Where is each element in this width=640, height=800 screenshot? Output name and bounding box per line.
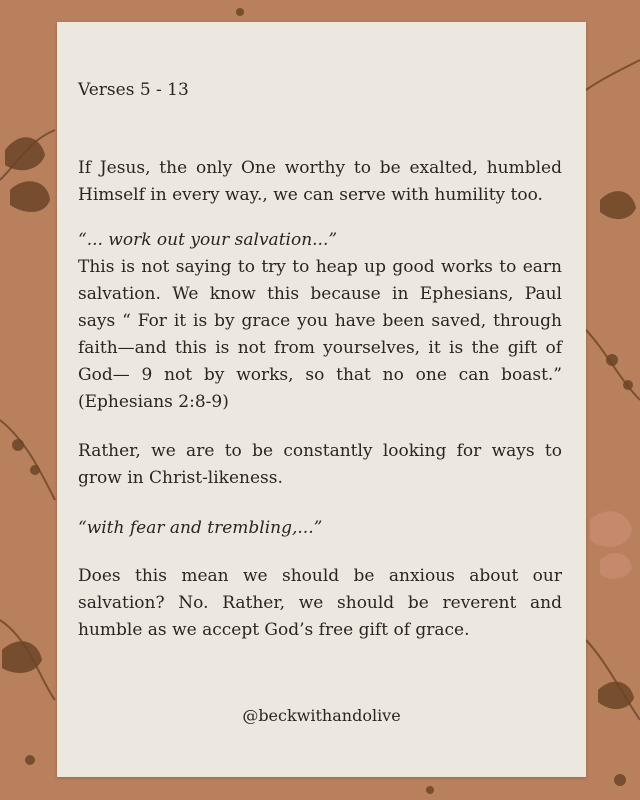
quote-work-out-salvation: “... work out your salvation...” <box>78 230 338 250</box>
christ-likeness-paragraph: Rather, we are to be constantly looking for ways to grow in Christ-likeness. <box>78 441 562 488</box>
intro-paragraph: If Jesus, the only One worthy to be exalted, humbled Himself in every way., we can serve with humility too. <box>78 158 562 205</box>
document-card <box>57 22 586 777</box>
quote-fear-and-trembling: “with fear and trembling,...” <box>78 518 323 538</box>
reverent-paragraph: Does this mean we should be anxious about our salvation? No. Rather, we should be reverent and humble as we accept God’s free gift of grace. <box>78 566 562 640</box>
social-handle: @beckwithandolive <box>242 706 401 725</box>
ephesians-paragraph: This is not saying to try to heap up good works to earn salvation. We know this because in Ephesians, Paul says “ For it is by grace you have been saved, through faith—and this is not from yourselves, it is the gift of God— 9 not by works, so that no one can boast.” (Ephesians 2:8-9) <box>78 257 562 412</box>
section-heading: Verses 5 - 13 <box>78 80 189 100</box>
